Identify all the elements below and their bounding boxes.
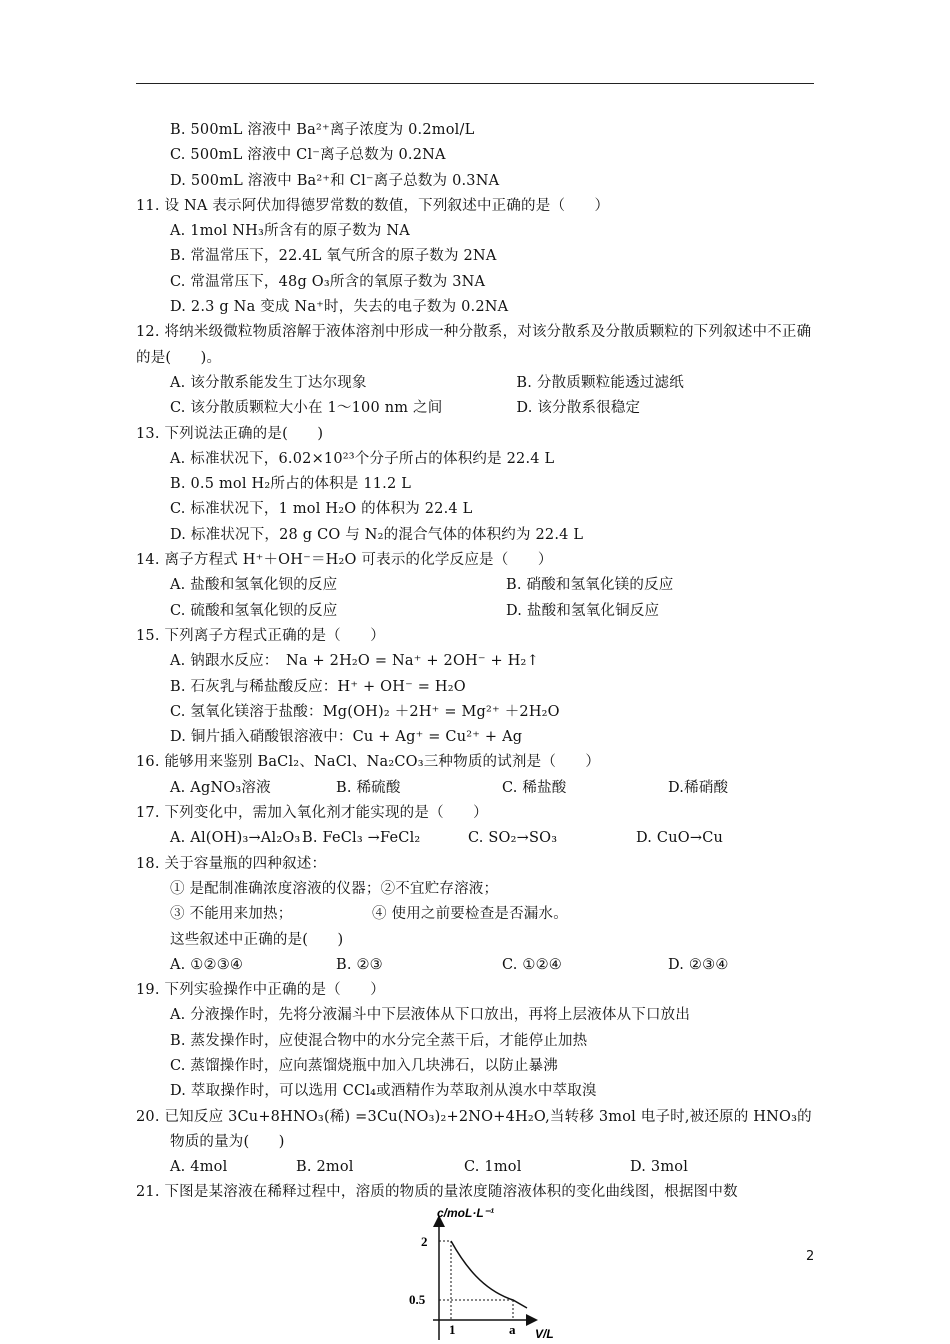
q14-options-row1: [136, 573, 826, 598]
q14-option-a: A. 盐酸和氢氧化钡的反应: [170, 577, 338, 594]
q11-stem: 11. 设 NA 表示阿伏加得德罗常数的数值，下列叙述中正确的是（ ）: [136, 197, 610, 214]
q10-option-b: B. 500mL 溶液中 Ba²⁺离子浓度为 0.2mol/L: [170, 122, 475, 138]
concentration-volume-graph: [405, 1204, 565, 1344]
q20-option-b: B. 2mol: [296, 1159, 354, 1176]
q13-option-d: D. 标准状况下，28 g CO 与 N₂的混合气体的体积约为 22.4 L: [170, 526, 584, 543]
q18-stem: 18. 关于容量瓶的四种叙述：: [136, 855, 327, 872]
q18-option-b: B. ②③: [336, 956, 383, 973]
q19-option-b: B. 蒸发操作时，应使混合物中的水分完全蒸干后，才能停止加热: [170, 1032, 588, 1049]
q17-options: [136, 826, 826, 851]
q14-option-c: C. 硫酸和氢氧化钡的反应: [170, 602, 338, 619]
q12-stem: 12. 将纳米级微粒物质溶解于液体溶剂中形成一种分散系，对该分散系及分散质颗粒的下列叙述中不正确的是( )。: [136, 324, 812, 366]
q20-option-c: C. 1mol: [464, 1159, 522, 1176]
q13-option-c: C. 标准状况下，1 mol H₂O 的体积为 22.4 L: [170, 501, 473, 518]
concentration-curve: [451, 1241, 527, 1308]
q11-option-b: B. 常温常压下，22.4L 氧气所含的原子数为 2NA: [170, 248, 497, 265]
q18-question: 这些叙述中正确的是( ): [170, 931, 344, 948]
x-tick-a: a: [509, 1322, 516, 1337]
q14-options-row2: [136, 599, 826, 624]
q13-option-a: A. 标准状况下，6.02×10²³个分子所占的体积约是 22.4 L: [170, 450, 555, 467]
q11-option-d: D. 2.3 g Na 变成 Na⁺时，失去的电子数为 0.2NA: [170, 299, 509, 316]
page-number: 2: [806, 1249, 815, 1264]
q16-option-a: A. AgNO₃溶液: [170, 779, 271, 796]
q20-stem-cont: 物质的量为( ): [170, 1133, 285, 1150]
q10-option-c: C. 500mL 溶液中 Cl⁻离子总数为 0.2NA: [170, 147, 446, 164]
q15-option-a: A. 钠跟水反应： Na + 2H₂O = Na⁺ + 2OH⁻ + H₂↑: [170, 653, 539, 670]
q12-option-a: A. 该分散系能发生丁达尔现象: [170, 374, 367, 391]
q13-stem: 13. 下列说法正确的是( ): [136, 425, 324, 442]
q19-stem: 19. 下列实验操作中正确的是（ ）: [136, 982, 385, 999]
document-body: [136, 118, 826, 1206]
q14-option-b: B. 硝酸和氢氧化镁的反应: [506, 577, 674, 594]
q14-option-d: D. 盐酸和氢氧化铜反应: [506, 602, 660, 619]
q16-option-c: C. 稀盐酸: [502, 779, 567, 796]
q17-option-c: C. SO₂→SO₃: [468, 830, 558, 847]
q19-option-c: C. 蒸馏操作时，应向蒸馏烧瓶中加入几块沸石，以防止暴沸: [170, 1057, 558, 1074]
q18-option-c: C. ①②④: [502, 956, 562, 973]
q19-option-a: A. 分液操作时，先将分液漏斗中下层液体从下口放出，再将上层液体从下口放出: [170, 1007, 691, 1024]
q16-option-b: B. 稀硫酸: [336, 779, 401, 796]
q17-option-a: A. Al(OH)₃→Al₂O₃: [170, 830, 301, 847]
y-axis-label: c/moL·L⁻¹: [437, 1206, 494, 1220]
q20-option-d: D. 3mol: [630, 1159, 689, 1176]
q16-stem: 16. 能够用来鉴别 BaCl₂、NaCl、Na₂CO₃三种物质的试剂是（ ）: [136, 754, 601, 771]
q18-statement-4: ④ 使用之前要检查是否漏水。: [372, 906, 568, 923]
q14-stem: 14. 离子方程式 H⁺＋OH⁻＝H₂O 可表示的化学反应是（ ）: [136, 552, 553, 569]
q11-option-c: C. 常温常压下，48g O₃所含的氧原子数为 3NA: [170, 273, 486, 290]
q17-option-b: B. FeCl₃ →FeCl₂: [302, 830, 421, 847]
q18-statement-3: ③ 不能用来加热；: [170, 906, 293, 923]
q15-option-d: D. 铜片插入硝酸银溶液中：Cu + Ag⁺ = Cu²⁺ + Ag: [170, 729, 523, 746]
q12-option-d: D. 该分散系很稳定: [516, 400, 641, 417]
x-axis-label: V/L: [535, 1327, 554, 1341]
q11-option-a: A. 1mol NH₃所含有的原子数为 NA: [170, 223, 410, 240]
q12-option-b: B. 分散质颗粒能透过滤纸: [516, 374, 684, 391]
q15-option-c: C. 氢氧化镁溶于盐酸：Mg(OH)₂ ＋2H⁺ = Mg²⁺ ＋2H₂O: [170, 703, 560, 720]
y-tick-05: 0.5: [409, 1292, 426, 1307]
q15-option-b: B. 石灰乳与稀盐酸反应：H⁺ + OH⁻ = H₂O: [170, 678, 466, 695]
q18-option-d: D. ②③④: [668, 956, 729, 973]
q19-option-d: D. 萃取操作时，可以选用 CCl₄或酒精作为萃取剂从溴水中萃取溴: [170, 1083, 597, 1100]
q20-option-a: A. 4mol: [170, 1159, 228, 1176]
q20-stem: 20. 已知反应 3Cu+8HNO₃(稀) =3Cu(NO₃)₂+2NO+4H₂O,当转移 3mol 电子时,被还原的 HNO₃的: [136, 1108, 812, 1125]
q12-options-row1: [136, 371, 826, 396]
q20-options: [136, 1155, 826, 1180]
y-tick-2: 2: [421, 1234, 428, 1249]
q12-option-c: C. 该分散质颗粒大小在 1～100 nm 之间: [170, 400, 443, 417]
q17-option-d: D. CuO→Cu: [636, 830, 724, 847]
header-rule: [136, 83, 814, 84]
q17-stem: 17. 下列变化中，需加入氧化剂才能实现的是（ ）: [136, 805, 488, 822]
q10-option-d: D. 500mL 溶液中 Ba²⁺和 Cl⁻离子总数为 0.3NA: [170, 172, 500, 189]
x-tick-1: 1: [449, 1322, 456, 1337]
q16-options: [136, 776, 826, 801]
q15-stem: 15. 下列离子方程式正确的是（ ）: [136, 627, 385, 644]
q18-statement-2: [136, 902, 826, 927]
q21-stem: 21. 下图是某溶液在稀释过程中，溶质的物质的量浓度随溶液体积的变化曲线图，根据图中数: [136, 1184, 738, 1201]
q12-options-row2: [136, 396, 826, 421]
q18-option-a: A. ①②③④: [170, 956, 244, 973]
q18-statement-1: ① 是配制准确浓度溶液的仪器；②不宜贮存溶液；: [170, 880, 499, 897]
q16-option-d: D.稀硝酸: [668, 779, 729, 796]
q13-option-b: B. 0.5 mol H₂所占的体积是 11.2 L: [170, 476, 412, 493]
q18-options: [136, 953, 826, 978]
